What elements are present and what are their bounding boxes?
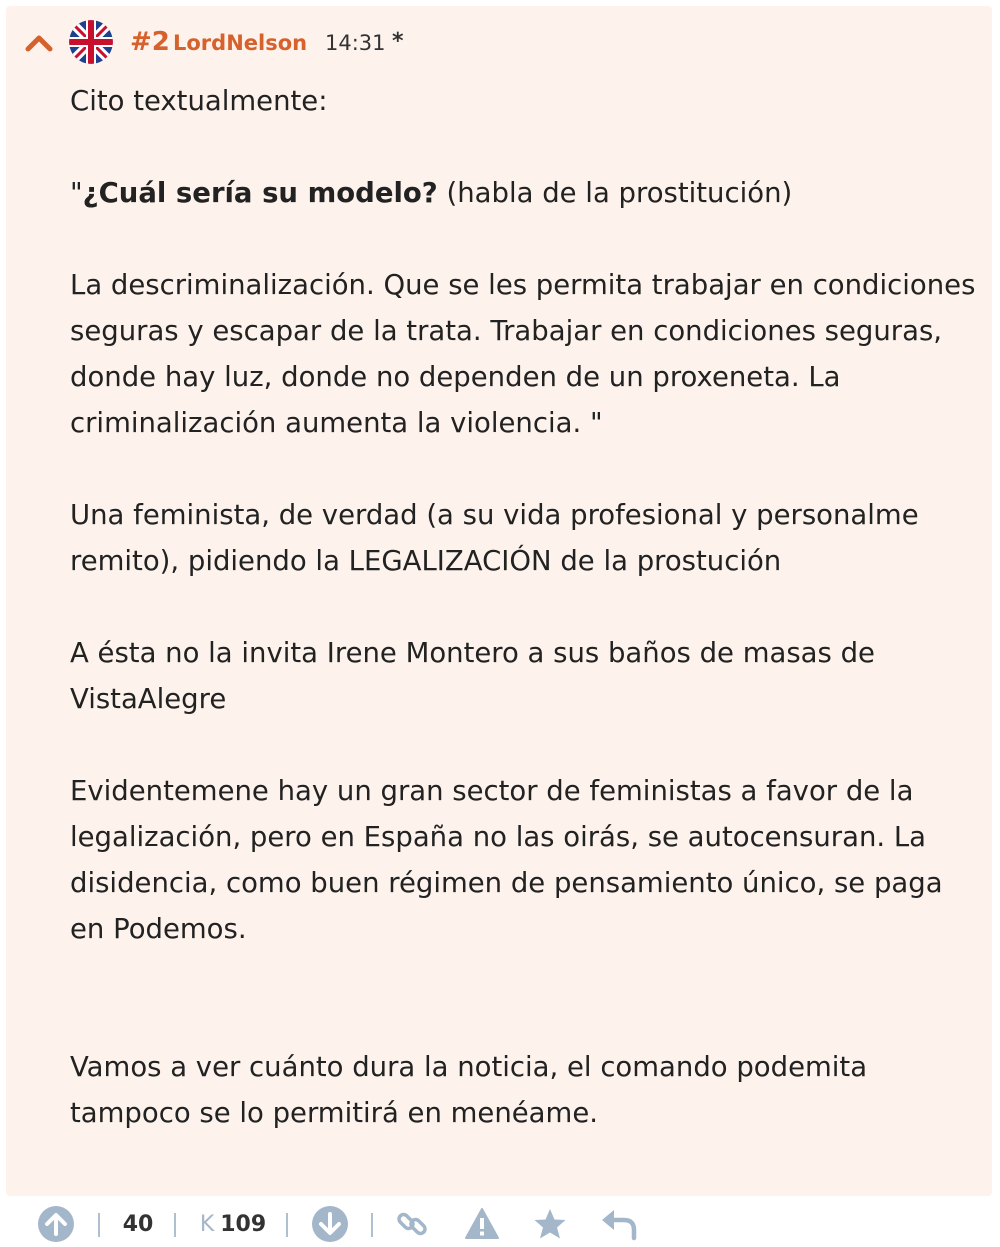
arrow-down-circle-icon	[311, 1205, 349, 1243]
favorite-button[interactable]	[530, 1204, 570, 1244]
report-button[interactable]	[462, 1204, 502, 1244]
karma	[198, 1204, 268, 1244]
bold-question: ¿Cuál sería su modelo?	[82, 177, 438, 209]
warning-icon	[464, 1207, 500, 1241]
link-icon	[395, 1207, 429, 1241]
paragraph: Una feminista, de verdad (a su vida profesional y personalme remito), pidiendo la LEGALIZACIÓN de la prostución	[70, 499, 919, 577]
paragraph: La descriminalización. Que se les permita trabajar en condiciones seguras y escapar de la trata. Trabajar en condiciones seguras, donde hay luz, donde no dependen de un proxeneta. La criminalización aumenta la violencia. "	[70, 269, 976, 439]
collapse-button[interactable]	[22, 26, 56, 60]
separator	[371, 1213, 373, 1237]
username-link[interactable]: LordNelson	[173, 31, 308, 55]
avatar[interactable]	[69, 20, 113, 64]
karma-value: 109	[220, 1211, 267, 1237]
paragraph: Vamos a ver cuánto dura la noticia, el comando podemita tampoco se lo permitirá en menéame.	[70, 1051, 868, 1129]
comment-time: 14:31	[325, 31, 386, 55]
chevron-up-icon	[25, 33, 53, 53]
karma-label: K	[199, 1211, 215, 1237]
comment-card	[6, 6, 992, 1196]
reply-button[interactable]	[598, 1204, 640, 1244]
paragraph: Cito textualmente:	[70, 85, 328, 117]
vote-count	[118, 1204, 158, 1244]
comment-number[interactable]: #2	[130, 27, 170, 57]
comment-toolbar	[0, 1200, 1000, 1247]
comment-header	[6, 20, 992, 64]
edited-marker: *	[392, 29, 404, 54]
paragraph-text: (habla de la prostitución)	[437, 177, 793, 209]
uk-flag-icon	[69, 20, 113, 64]
quote-mark: "	[70, 177, 83, 209]
link-button[interactable]	[392, 1204, 432, 1244]
vote-count-value: 40	[122, 1211, 154, 1237]
separator	[174, 1213, 176, 1237]
paragraph: Evidentemene hay un gran sector de feministas a favor de la legalización, pero en España no las oirás, se autocensuran. La disidencia, como buen régimen de pensamiento único, se paga en Podemos.	[70, 775, 943, 945]
reply-icon	[600, 1207, 638, 1241]
separator	[98, 1213, 100, 1237]
star-icon	[533, 1207, 567, 1241]
upvote-button[interactable]	[36, 1204, 76, 1244]
arrow-up-circle-icon	[37, 1205, 75, 1243]
comment-body	[70, 78, 980, 1136]
downvote-button[interactable]	[310, 1204, 350, 1244]
paragraph: A ésta no la invita Irene Montero a sus baños de masas de VistaAlegre	[70, 637, 875, 715]
paragraph	[70, 170, 980, 216]
separator	[286, 1213, 288, 1237]
